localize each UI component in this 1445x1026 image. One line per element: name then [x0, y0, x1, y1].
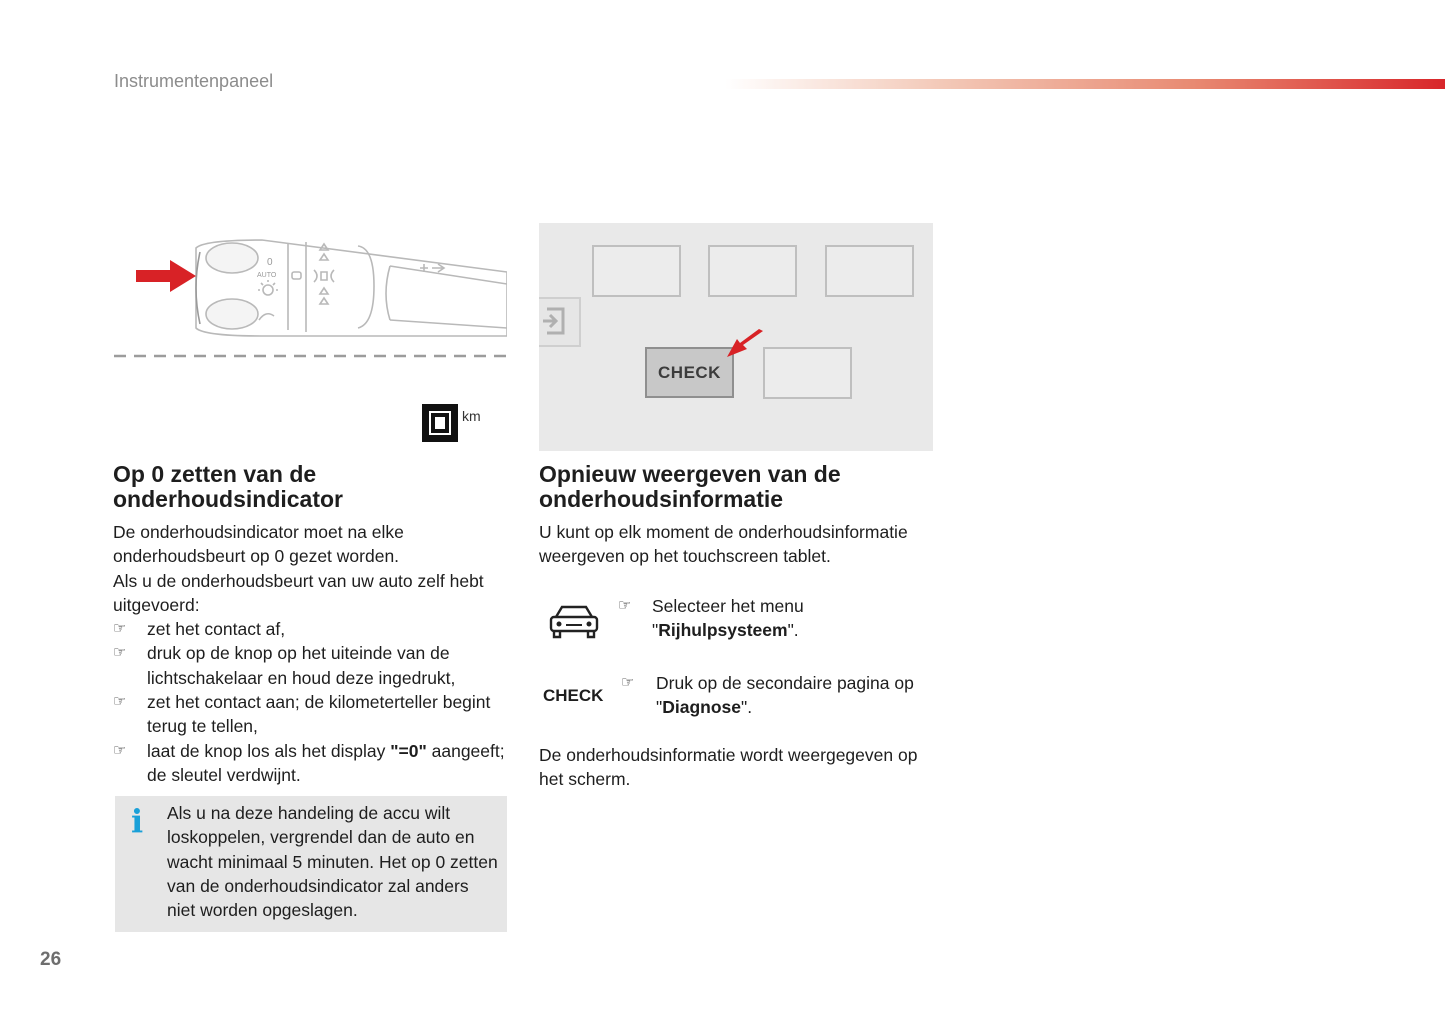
- check-button[interactable]: CHECK: [645, 347, 734, 398]
- km-unit-label: km: [462, 408, 481, 424]
- step-press-diagnose: ☞ Druk op de secondaire pagina op "Diagnose".: [621, 673, 914, 718]
- pointing-hand-icon: ☞: [621, 674, 635, 691]
- info-note: [115, 796, 507, 932]
- intro-text: De onderhoudsindicator moet na elke onderhoudsbeurt op 0 gezet worden.: [113, 522, 404, 567]
- screen-tile: [825, 245, 914, 297]
- screen-tile: [708, 245, 797, 297]
- screen-tile: [592, 245, 681, 297]
- red-arrow-icon: [723, 327, 767, 363]
- display-zero-icon: [422, 404, 458, 442]
- light-stalk: [196, 240, 507, 336]
- stalk-label-zero: 0: [267, 257, 273, 268]
- list-item: ☞ laat de knop los als het display "=0" aangeeft; de sleutel verdwijnt.: [113, 740, 505, 785]
- pointing-hand-icon: ☞: [618, 597, 632, 614]
- intro-text-2: Als u de onderhoudsbeurt van uw auto zelf hebt uitgevoerd:: [113, 570, 484, 615]
- step-select-menu: ☞ Selecteer het menu "Rijhulpsysteem".: [618, 596, 804, 641]
- pointing-hand-icon: ☞: [113, 741, 127, 759]
- check-icon-label: CHECK: [543, 686, 604, 705]
- list-item: ☞ zet het contact aan; de kilometerteller begint terug te tellen,: [113, 692, 491, 737]
- right-section: [539, 462, 939, 569]
- list-item: ☞ druk op de knop op het uiteinde van de lichtschakelaar en houd deze ingedrukt,: [113, 643, 456, 688]
- page-number: 26: [40, 949, 62, 970]
- exit-icon: [539, 299, 573, 341]
- pointing-hand-icon: ☞: [113, 644, 127, 662]
- pointing-hand-icon: ☞: [113, 693, 127, 711]
- screen-tile: [763, 347, 852, 399]
- red-arrow-icon: [136, 260, 196, 292]
- final-text: De onderhoudsinformatie wordt weergegeven op het scherm.: [539, 745, 918, 790]
- pointing-hand-icon: ☞: [113, 620, 127, 638]
- info-icon: i: [131, 802, 144, 840]
- touchscreen-illustration: [539, 223, 933, 451]
- list-item: ☞ zet het contact af,: [113, 617, 508, 641]
- note-text: Als u na deze handeling de accu wilt loskoppelen, vergrendel dan de auto en wacht minimaal 5 minuten. Het op 0 zetten van de onderhoudsindicator zal anders niet worden opgeslagen.: [167, 803, 498, 921]
- section-heading: Op 0 zetten van de onderhoudsindicator: [113, 461, 343, 512]
- steps-list: [113, 617, 508, 787]
- back-tile: [539, 297, 581, 347]
- section-heading: Opnieuw weergeven van de onderhoudsinformatie: [539, 461, 841, 512]
- stalk-illustration: [112, 232, 507, 447]
- left-section: [113, 462, 508, 787]
- stalk-label-auto: AUTO: [257, 272, 277, 279]
- car-icon: [548, 603, 600, 639]
- header-gradient-bar: [725, 79, 1445, 89]
- intro-text: U kunt op elk moment de onderhoudsinformatie weergeven op het touchscreen tablet.: [539, 522, 908, 567]
- page-header-title: Instrumentenpaneel: [114, 71, 274, 91]
